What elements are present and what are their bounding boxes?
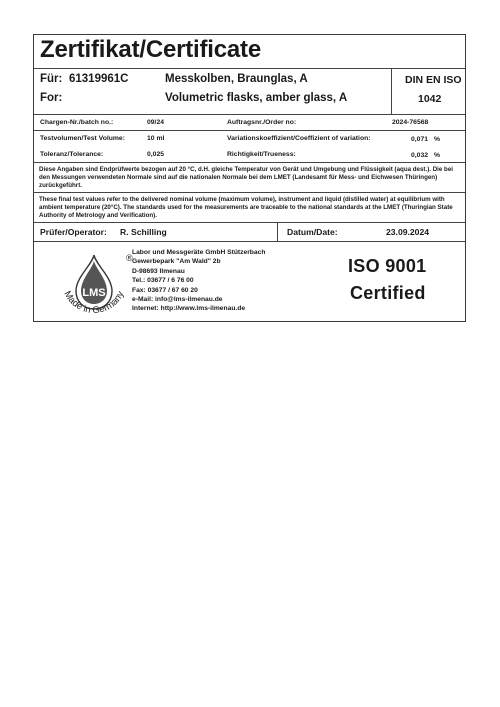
date-label: Datum/Date:	[287, 227, 338, 237]
company-email: e-Mail: info@lms-ilmenau.de	[132, 296, 223, 304]
statement-english: These final test values refer to the delivered nominal volume (maximum volume), instrument and liquid (distilled water) at equilibrium with ambient temperature (20°C). The standards used for the measurements are traceable to the national standards at the LMET (Thuringian State Authority of Metrology and Verification).	[39, 196, 453, 219]
company-fax: Fax: 03677 / 67 60 20	[132, 286, 198, 294]
company-street: Gewerbepark "Am Wald" 2b	[132, 258, 221, 266]
divider	[34, 241, 465, 242]
divider	[34, 114, 465, 115]
company-website: Internet: http://www.lms-ilmenau.de	[132, 305, 246, 313]
company-phone: Tel.: 03677 / 6 76 00	[132, 277, 194, 285]
company-city: D-98693 Ilmenau	[132, 267, 185, 275]
divider	[34, 192, 465, 193]
divider	[34, 130, 465, 131]
for-label-de: Für:	[40, 73, 63, 85]
operator-label: Prüfer/Operator:	[40, 227, 107, 237]
for-label-en: For:	[40, 92, 63, 104]
trueness-unit: %	[434, 152, 441, 159]
tolerance-label: Toleranz/Tolerance:	[40, 151, 104, 158]
standard-number: 1042	[418, 93, 442, 105]
standard-label: DIN EN ISO	[405, 74, 462, 86]
test-volume-value: 10 ml	[147, 135, 165, 142]
order-value: 2024-76568	[392, 119, 429, 126]
logo-brand: LMS	[82, 287, 106, 299]
test-volume-label: Testvolumen/Test Volume:	[40, 135, 125, 142]
order-label: Auftragsnr./Order no:	[227, 119, 297, 126]
certificate	[33, 34, 466, 322]
divider	[34, 222, 465, 223]
tolerance-value: 0,025	[147, 151, 165, 158]
registered-mark: ®	[126, 253, 133, 263]
divider	[277, 222, 278, 241]
statement-german: Diese Angaben sind Endprüfwerte bezogen auf 20 °C, d.H. gleiche Temperatur von Gerät und Umgebung und Flüssigkeit (aqua dest.). Die bei den Messungen verwendeten Normale sind auf die nationalen Normale bei dem LMET (Landesamt für Mess- und Eichwesen Thüringen) zurückgeführt.	[39, 166, 453, 189]
product-name-en: Volumetric flasks, amber glass, A	[165, 92, 348, 104]
operator-name: R. Schilling	[120, 227, 167, 237]
catalog-number: 61319961C	[69, 73, 129, 85]
logo-arc-text: Made in Germany	[61, 289, 127, 317]
trueness-value: 0,032	[411, 152, 429, 159]
date-value: 23.09.2024	[386, 227, 430, 237]
cv-unit: %	[434, 136, 441, 143]
divider	[391, 68, 392, 114]
cv-value: 0,071	[411, 136, 429, 143]
company-address	[132, 248, 265, 314]
cv-label: Variationskoeffizient/Coeffizient of variation:	[227, 135, 371, 142]
trueness-label: Richtigkeit/Trueness:	[227, 151, 296, 158]
batch-label: Chargen-Nr./batch no.:	[40, 119, 114, 126]
certificate-title: Zertifikat/Certificate	[40, 36, 261, 63]
lms-made-in-germany-logo	[52, 251, 136, 321]
iso-line-1: ISO 9001	[348, 256, 427, 276]
iso-line-2: Certified	[350, 283, 426, 303]
company-name: Labor und Messgeräte GmbH Stützerbach	[132, 249, 266, 256]
divider	[34, 162, 465, 163]
divider	[34, 68, 465, 69]
product-name-de: Messkolben, Braunglas, A	[165, 73, 308, 85]
batch-value: 09/24	[147, 119, 165, 126]
